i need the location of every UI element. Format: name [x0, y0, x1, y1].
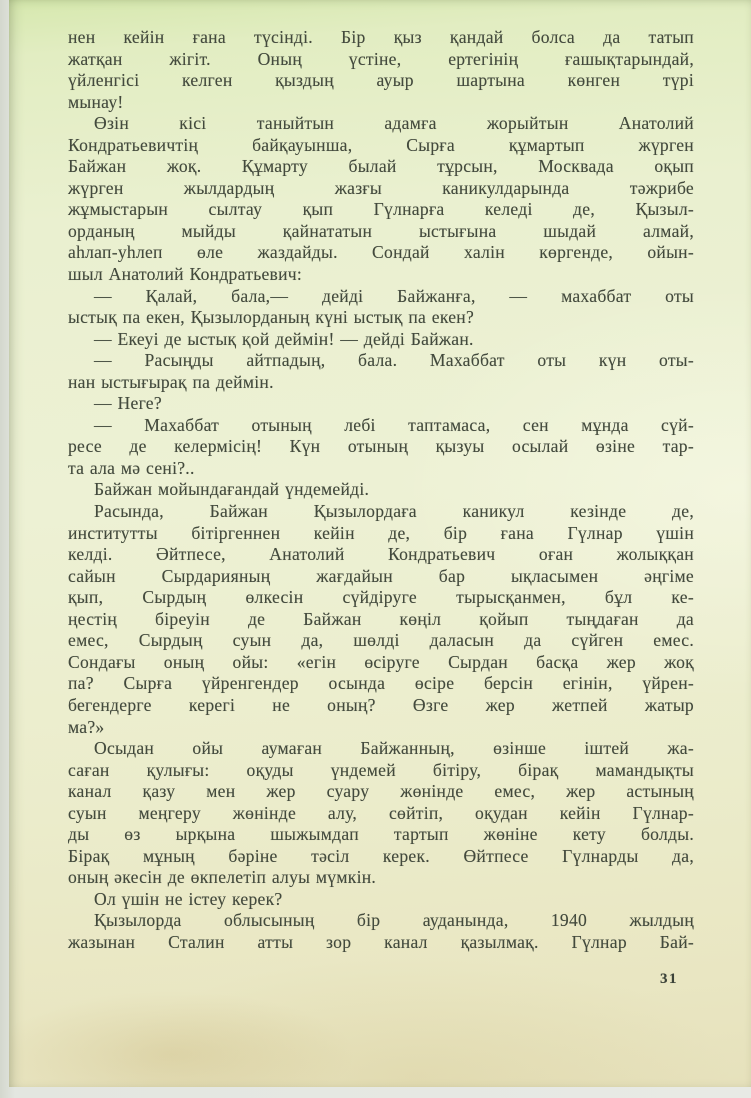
text-line: сайын Сырдарияның жағдайын бар ықласымен әңгіме [68, 565, 694, 586]
text-line: келді. Әйтпесе, Анатолий Кондратьевич оған жолыққан [68, 544, 694, 565]
text-line: орданың мыйды қайнататын ыстығына шыдай алмай, [68, 220, 694, 241]
text-line: Осыдан ойы аумаған Байжанның, өзінше іштей жа- [94, 738, 694, 759]
text-line: канал қазу мен жер суару жөнінде емес, жер астының [68, 781, 694, 802]
text-line: жүрген жылдардың жазғы каникулдарында тәжрибе [68, 177, 694, 198]
text-line: нен кейін ғана түсінді. Бір қыз қандай болса да татып [68, 27, 694, 47]
page-text [68, 27, 694, 954]
text-line: нан ыстығырақ па деймін. [68, 371, 274, 392]
text-line: жұмыстарын сылтау қып Гүлнарға келеді де, Қызыл- [68, 199, 694, 220]
text-line: қып, Сырдың өлкесін сүйдіруге тырысқанмен, бұл ке- [68, 587, 694, 608]
text-line: Кондратьевичтің байқауынша, Сырға құмартып жүрген [68, 134, 694, 155]
text-line: үйленгісі келген қыздың ауыр шартына көнген түрі [68, 70, 694, 91]
text-line: ңестің біреуін де Байжан көңіл қойып тыңдаған да [68, 608, 694, 629]
text-line: — Қалай, бала,— дейді Байжанға, — махаббат оты [94, 285, 694, 306]
text-line: институтты бітіргеннен кейін де, бір ғана Гүлнар үшін [68, 522, 694, 543]
text-line: ды өз ырқына шыжымдап тартып жөніне кету болды. [68, 824, 694, 845]
text-line: — Екеуі де ыстық қой деймін! — дейді Байжан. [94, 328, 474, 349]
text-line: бегендерге керегі не оның? Өзге жер жетпей жатыр [68, 694, 694, 715]
text-line: — Расыңды айтпадың, бала. Махаббат оты күн оты- [94, 350, 694, 371]
text-line: Сондағы оның ойы: «егін өсіруге Сырдан басқа жер жоқ [68, 651, 694, 672]
text-line: мынау! [68, 91, 124, 112]
text-line: жатқан жігіт. Оның үстіне, ертегінің ғашықтарындай, [68, 48, 694, 69]
book-page [9, 0, 751, 1087]
text-line: оның әкесін де өкпелетіп алуы мүмкін. [68, 867, 377, 888]
text-line: шыл Анатолий Кондратьевич: [68, 264, 303, 285]
page-number: 31 [660, 971, 678, 987]
text-line: емес, Сырдың суын да, шөлді даласын да сүйген емес. [68, 630, 694, 651]
text-line: ыстық па екен, Қызылорданың күні ыстық па екен? [68, 307, 475, 328]
text-line: аһлап-уһлеп өле жаздайды. Сондай халін көргенде, ойын- [68, 242, 694, 263]
text-line: — Махаббат отының лебі таптамаса, сен мұнда сүй- [94, 414, 694, 435]
text-line: та ала мә сені?.. [68, 457, 195, 478]
text-line: Өзін кісі таныйтын адамға жорыйтын Анатолий [94, 113, 694, 134]
text-line: — Неге? [94, 393, 162, 414]
text-line: саған қулығы: оқуды үндемей бітіру, бірақ мамандықты [68, 759, 694, 780]
text-line: па? Сырға үйренгендер осында өсіре берсін егінін, үйрен- [68, 673, 694, 694]
text-line: ма?» [68, 716, 105, 737]
text-line: Расында, Байжан Қызылордаға каникул кезінде де, [94, 501, 694, 522]
text-line: Байжан мойындағандай үндемейді. [94, 479, 370, 500]
text-line: Ол үшін не істеу керек? [94, 888, 283, 909]
text-line: Бірақ мұның бәріне тәсіл керек. Өйтпесе Гүлнарды да, [68, 845, 694, 866]
text-line: ресе де келермісің! Күн отының қызуы осылай өзіне тар- [68, 436, 694, 457]
text-line: суын меңгеру жөнінде алу, сөйтіп, оқудан кейін Гүлнар- [68, 802, 694, 823]
text-line: Байжан жоқ. Құмарту былай тұрсын, Москвада оқып [68, 156, 694, 177]
text-line: Қызылорда облысының бір ауданында, 1940 жылдың [94, 910, 694, 931]
text-line: жазынан Сталин атты зор канал қазылмақ. Гүлнар Бай- [68, 931, 694, 952]
